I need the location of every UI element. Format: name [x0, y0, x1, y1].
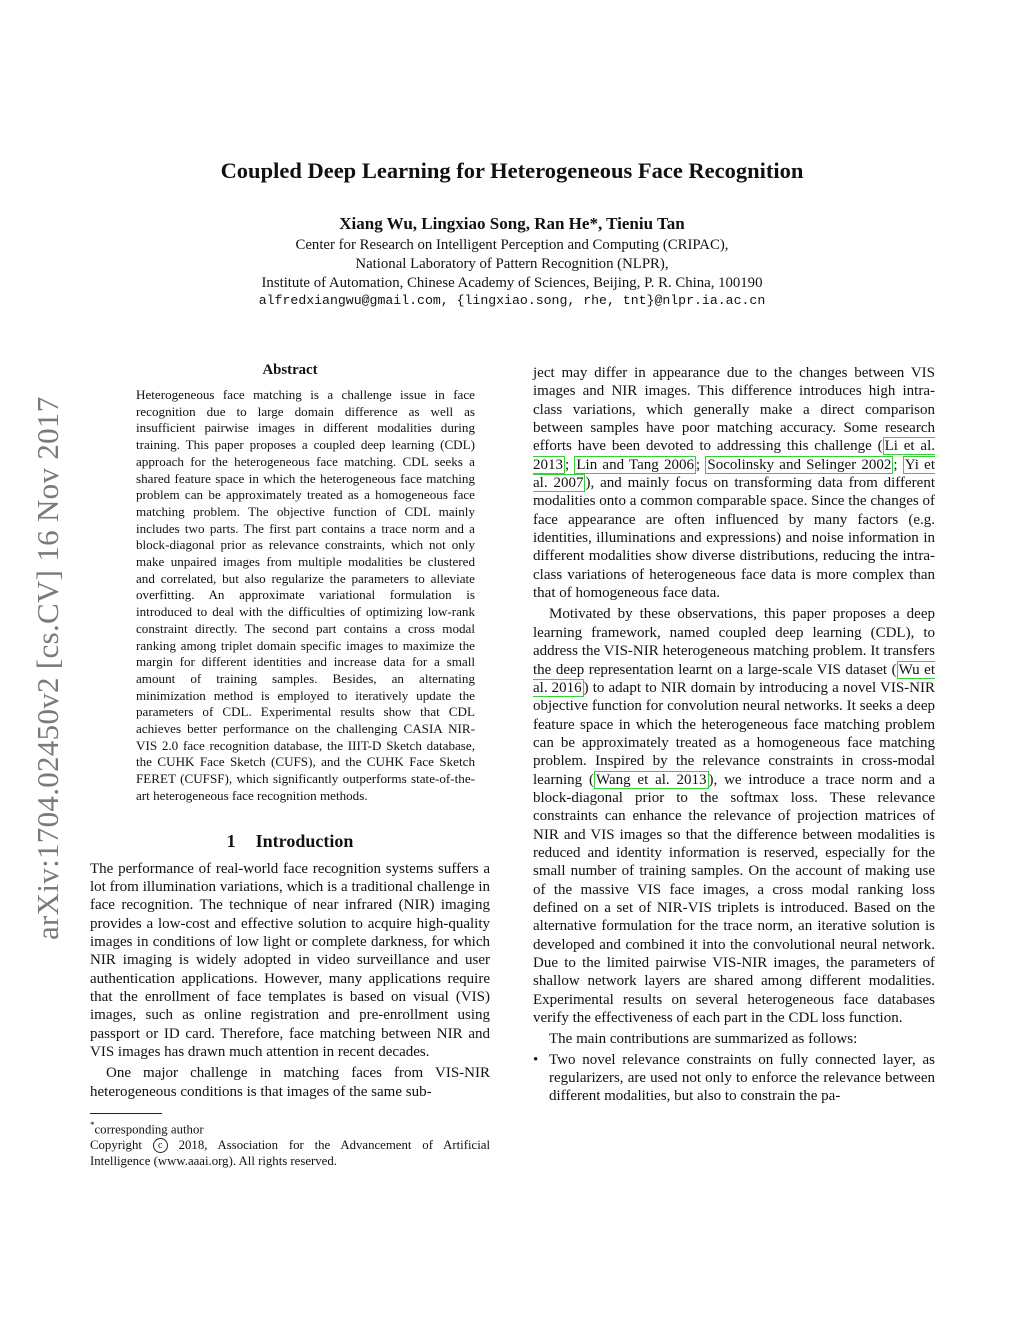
- affiliation-line-1: Center for Research on Intelligent Perception and Computing (CRIPAC),: [295, 237, 729, 253]
- paper-title: Coupled Deep Learning for Heterogeneous Face Recognition: [220, 158, 804, 183]
- footnote: [90, 1117, 490, 1137]
- copyright-notice: [90, 1137, 490, 1169]
- paragraph-text: Motivated by these observations, this paper proposes a deep learning framework, named coupled deep learning (CDL), to address the VIS-NIR heterogeneous matching problem. It transfers the deep representation learnt on a large-scale VIS dataset (: [533, 606, 935, 678]
- paragraph-text: ), we introduce a trace norm and a block-diagonal prior to the softmax loss. These relevance constraints can enhance the relevance of projection matrices of NIR and VIS images so that the difference between modalities is reduced and identity information is reserved, especially for the small number of training samples. On the account of making use of the massive VIS face images, a cross modal ranking loss defined on a set of NIR-VIS triplets is introduced. Based on the alternative formulation for the trace norm, an iterative solution is developed and combined it into the convolutional neural network. Due to the limited pairwise VIS-NIR images, the parameters of shallow network layers are shared among different modalities. Experimental results on several heterogeneous face databases verify the effectiveness of each part in the CDL loss function.: [533, 771, 936, 1027]
- citation-separator: ;: [565, 456, 575, 473]
- citation-link[interactable]: Yi et al. 2007: [533, 456, 935, 492]
- citation-separator: ;: [893, 456, 903, 473]
- contribution-text: Two novel relevance constraints on fully connected layer, as regularizers, are used not only to enforce the relevance between different modalities, but also to constrain the pa-: [549, 1051, 935, 1105]
- intro-paragraph-2: One major challenge in matching faces from VIS-NIR heterogeneous conditions is that images of the same sub-: [90, 1065, 490, 1100]
- paragraph-text: ) to adapt to NIR domain by introducing a novel VIS-NIR objective function for convolution neural networks. It seeks a deep feature space in which the heterogeneous face matching problem can be approximately treated as a homogeneous face matching problem. Inspired by the relevance constraints in cross-modal learning (: [533, 679, 935, 788]
- arxiv-stamp: arXiv:1704.02450v2 [cs.CV] 16 Nov 2017: [30, 396, 65, 940]
- body-paragraph-continued: [533, 364, 935, 602]
- paragraph-text: ject may differ in appearance due to the changes between VIS images and NIR images. This difference introduces high intra-class variations, which generally make a direct comparison between samples have poor matching accuracy. Some research efforts have been devoted to addressing this challenge (: [533, 365, 935, 455]
- abstract-heading: Abstract: [262, 362, 318, 378]
- copyright-text: 2018, Association for the Advancement of Artificial Intelligence (www.aaai.org). All rights reserved.: [90, 1138, 490, 1169]
- left-column: [90, 362, 490, 1169]
- section-number: 1: [226, 830, 236, 851]
- intro-paragraph-1: The performance of real-world face recognition systems suffers a lot from illumination variations, which is a traditional challenge in face recognition. The technique of near infrared (NIR) imaging provides a low-cost and effective solution to acquire high-quality images in conditions of low light or complete darkness, for which NIR imaging is widely adopted in video surveillance and user authentication applications. However, many applications require that the enrollment of face templates is based on visual (VIS) images, such as online registration and pre-enrollment using passport or ID card. Therefore, face matching between NIR and VIS images has drawn much attention in recent decades.: [90, 860, 490, 1061]
- citation-separator: ;: [696, 456, 706, 473]
- footnote-marker: *: [90, 1120, 95, 1131]
- citation-link[interactable]: Lin and Tang 2006: [576, 456, 695, 473]
- copyright-label: Copyright: [90, 1138, 142, 1153]
- author-list: Xiang Wu, Lingxiao Song, Ran He*, Tieniu Tan: [339, 214, 685, 233]
- section-heading-introduction: [90, 831, 490, 852]
- author-emails: alfredxiangwu@gmail.com, {lingxiao.song, rhe, tnt}@nlpr.ia.ac.cn: [258, 293, 766, 308]
- citation-link[interactable]: Socolinsky and Selinger 2002: [707, 456, 892, 473]
- contributions-intro: The main contributions are summarized as follows:: [549, 1031, 858, 1048]
- citation-link[interactable]: Li et al. 2013: [533, 438, 936, 473]
- footnote-divider: [90, 1113, 162, 1114]
- abstract-text: Heterogeneous face matching is a challenge issue in face recognition due to large domain difference as well as insufficient pairwise images in different modalities during training. This paper proposes a coupled deep learning (CDL) approach for the heterogeneous face matching. CDL seeks a shared feature space in which the heterogeneous face matching problem can be approximately treated as a homogeneous face matching problem. The objective function of CDL mainly includes two parts. The first part contains a trace norm and a block-diagonal prior as relevance constraints, which not only make unpaired images from multiple modalities be clustered and correlated, but also regularize the parameters to alleviate overfitting. An approximate variational formulation is introduced to deal with the difficulties of optimizing low-rank constraint directly. The second part contains a cross modal ranking among triplet domain specific images to maximize the margin for different identities and increase data for a small amount of training samples. Besides, an alternating minimization method is employed to iteratively update the parameters of CDL. Experimental results show that CDL achieves better performance on the challenging CASIA NIR-VIS 2.0 face recognition database, the IIIT-D Sketch database, the CUHK Face Sketch (CUFS), and the CUHK Face Sketch FERET (CUFSF), which significantly outperforms state-of-the-art heterogeneous face recognition methods.: [136, 387, 475, 803]
- affiliation-line-3: Institute of Automation, Chinese Academy of Sciences, Beijing, P. R. China, 100190: [261, 275, 763, 291]
- contribution-list-item: [533, 1051, 935, 1106]
- bullet-icon: •: [533, 1051, 539, 1068]
- citation-link[interactable]: Wang et al. 2013: [595, 771, 707, 788]
- citation-link[interactable]: Wu et al. 2016: [533, 661, 935, 696]
- right-column: [533, 364, 935, 1106]
- copyright-icon: c: [153, 1138, 168, 1153]
- affiliation-line-2: National Laboratory of Pattern Recognition (NLPR),: [355, 256, 669, 272]
- body-paragraph-motivation: [533, 605, 935, 1027]
- footnote-text: corresponding author: [94, 1122, 204, 1137]
- paragraph-text: ), and mainly focus on transforming data from different modalities onto a common comparable space. Since the changes of face appearance are often influenced by many factors (e.g. identities, illuminations and expressions) and noise information in different modalities show diverse distributions, reducing the intra-class variations of heterogeneous face data is more complex than that of homogeneous face data.: [533, 475, 935, 602]
- section-title: Introduction: [255, 830, 354, 851]
